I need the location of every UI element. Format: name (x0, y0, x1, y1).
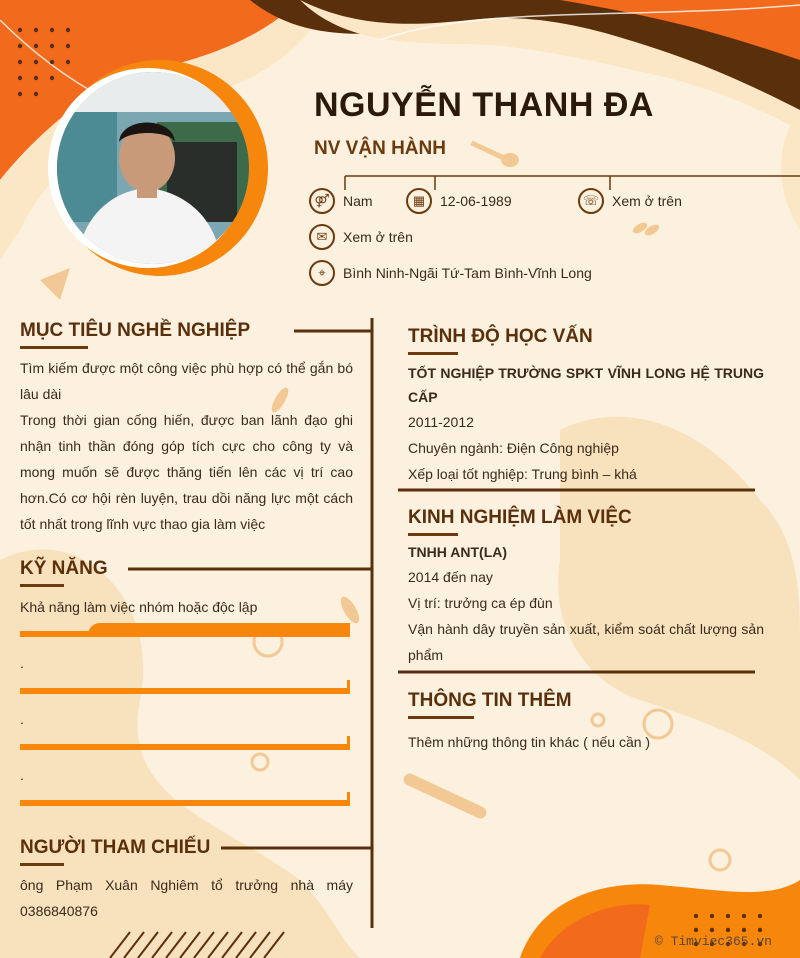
phone-icon: ☏ (578, 188, 604, 214)
references-text: ông Phạm Xuân Nghiêm tổ trưởng nhà máy 0386840876 (20, 877, 353, 919)
email-value: Xem ở trên (343, 229, 413, 245)
avatar (57, 72, 249, 264)
skill-bar-3 (20, 744, 350, 750)
address-row (309, 260, 592, 286)
skill-bar-1 (20, 623, 350, 637)
birthday-value: 12-06-1989 (440, 193, 512, 209)
extra-title: THÔNG TIN THÊM (408, 690, 572, 711)
skill-bar-2 (20, 688, 350, 694)
candidate-name: NGUYỄN THANH ĐA (314, 86, 654, 124)
education-school: TỐT NGHIỆP TRƯỜNG SPKT VĨNH LONG HỆ TRUNG CẤP (408, 365, 764, 405)
experience-title: KINH NGHIỆM LÀM VIỆC (408, 507, 632, 528)
skill-bar-2-cap (347, 680, 350, 694)
objective-text-1: Tìm kiếm được một công việc phù hợp có thể gắn bó lâu dài (20, 360, 353, 402)
skill-label-3: . (20, 711, 24, 727)
phone-row (578, 188, 682, 214)
experience-period: 2014 đến nay (408, 569, 493, 585)
skill-label-2: . (20, 655, 24, 671)
references-section (20, 837, 353, 924)
skill-bar-4 (20, 800, 350, 806)
extra-text: Thêm những thông tin khác ( nếu cần ) (408, 734, 651, 750)
gender-row (309, 188, 373, 214)
objective-text-2: Trong thời gian cống hiến, được ban lãnh đạo ghi nhận tinh thần đóng góp tích cực cho công ty và mong muốn sẽ được thăng tiến lên các vị trí cao hơn.Có cơ hội rèn luyện, trau dồi năng lực một cách tốt nhất trong lĩnh vực thao gia làm việc (20, 412, 353, 532)
skill-label-1: Khả năng làm việc nhóm hoặc độc lập (20, 599, 258, 615)
objective-section (20, 320, 353, 537)
phone-value: Xem ở trên (612, 193, 682, 209)
watermark: © Timviec365.vn (654, 934, 772, 949)
objective-title: MỤC TIÊU NGHỀ NGHIỆP (20, 320, 251, 341)
skills-section (20, 558, 108, 587)
calendar-icon: ▦ (406, 188, 432, 214)
email-icon: ✉ (309, 224, 335, 250)
skill-bar-3-cap (347, 736, 350, 750)
extra-section (408, 690, 764, 755)
location-pin-icon: ⌖ (309, 260, 335, 286)
skill-label-4: . (20, 767, 24, 783)
gender-icon: ⚤ (309, 188, 335, 214)
skills-title: KỸ NĂNG (20, 558, 108, 579)
education-grade: Xếp loại tốt nghiệp: Trung bình – khá (408, 466, 637, 482)
gender-value: Nam (343, 193, 373, 209)
skill-bar-4-cap (347, 792, 350, 806)
references-title: NGƯỜI THAM CHIẾU (20, 837, 211, 858)
experience-position: Vị trí: trưởng ca ép đùn (408, 595, 553, 611)
experience-section (408, 507, 764, 668)
address-value: Bình Ninh-Ngãi Tứ-Tam Bình-Vĩnh Long (343, 265, 592, 281)
education-major: Chuyên ngành: Điện Công nghiệp (408, 440, 619, 456)
education-section (408, 326, 764, 487)
birthday-row (406, 188, 512, 214)
experience-desc: Vận hành dây truyền sản xuất, kiểm soát chất lượng sản phẩm (408, 621, 764, 663)
experience-company: TNHH ANT(LA) (408, 544, 508, 560)
email-row (309, 224, 413, 250)
education-period: 2011-2012 (408, 414, 474, 430)
education-title: TRÌNH ĐỘ HỌC VẤN (408, 326, 593, 347)
job-title: NV VẬN HÀNH (314, 138, 446, 159)
